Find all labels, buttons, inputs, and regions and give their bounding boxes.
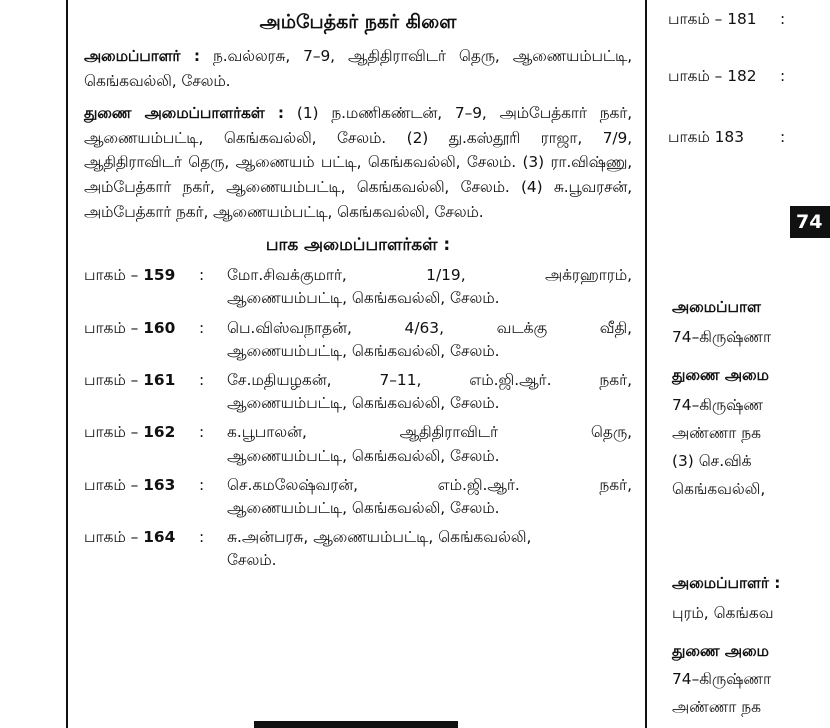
- right-part-entry: [668, 67, 786, 87]
- part-organizer-details: [227, 474, 632, 520]
- part-organizer-list: [84, 264, 632, 572]
- part-colon: :: [199, 528, 205, 547]
- right-column-text-line: துணை அமை: [672, 366, 769, 384]
- right-column-text-line: அண்ணா நக: [672, 424, 761, 442]
- right-part-label: பாகம் – 181: [668, 10, 757, 28]
- organizer-address-line: ஆணையம்பட்டி, கெங்கவல்லி, சேலம்.: [227, 446, 500, 465]
- part-organizer-entry: [84, 264, 632, 310]
- part-organizer-details: [227, 421, 632, 467]
- part-prefix: பாகம் –: [84, 475, 144, 494]
- organizer-name-line: க.பூபாலன், ஆதிதிராவிடர் தெரு,: [227, 423, 632, 442]
- right-part-label: பாகம் 183: [668, 128, 744, 146]
- part-number: 162: [143, 423, 176, 442]
- right-column-text-line: துணை அமை: [672, 642, 769, 660]
- right-column-text-line: (3) செ.விக்: [672, 452, 752, 470]
- part-label: [84, 526, 199, 572]
- part-label: [84, 369, 199, 415]
- right-column-text-line: அண்ணா நக: [672, 698, 761, 716]
- part-label: [84, 317, 199, 363]
- organizer-paragraph: [84, 44, 632, 93]
- organizer-address-line: ஆணையம்பட்டி, கெங்கவல்லி, சேலம்.: [227, 498, 500, 517]
- part-prefix: பாகம் –: [84, 370, 144, 389]
- right-part-entry: [668, 128, 786, 148]
- right-part-colon: :: [780, 67, 786, 85]
- part-organizer-details: [227, 369, 632, 415]
- right-column-text-line: புரம், கெங்கவ: [672, 604, 774, 622]
- deputy-organizers-label: துணை அமைப்பாளர்கள் :: [84, 104, 284, 123]
- part-organizer-entry: [84, 317, 632, 363]
- part-number: 164: [143, 528, 176, 547]
- right-part-entry: [668, 10, 786, 30]
- right-column: [668, 0, 823, 728]
- right-column-text-line: 74–கிருஷ்ணா: [672, 670, 772, 688]
- part-organizer-details: [227, 526, 632, 572]
- part-number: 160: [143, 318, 176, 337]
- organizer-name-line: சே.மதியழகன், 7–11, எம்.ஜி.ஆர். நகர்,: [227, 370, 632, 389]
- right-part-label: பாகம் – 182: [668, 67, 757, 85]
- part-organizer-details: [227, 264, 632, 310]
- part-colon: :: [199, 370, 205, 389]
- part-number: 161: [143, 370, 176, 389]
- constituency-badge: 74: [790, 206, 830, 238]
- right-column-text-line: 74–கிருஷ்ண: [672, 396, 763, 414]
- part-colon: :: [199, 266, 205, 285]
- deputy-organizers-text: (1) ந.மணிகண்டன், 7–9, அம்பேத்கார் நகர், ஆணையம்பட்டி, கெங்கவல்லி, சேலம். (2) து.கஸ்தூரி ராஜா, 7/9, ஆதிதிராவிடர் தெரு, ஆணையம் பட்டி, கெங்கவல்லி, சேலம். (3) ரா.விஷ்ணு, அம்பேத்கார் நகர், ஆணையம்பட்டி, கெங்கவல்லி, சேலம். (4) சு.பூவரசன், அம்பேத்கார் நகர், ஆணையம்பட்டி, கெங்கவல்லி, சேலம்.: [84, 104, 632, 221]
- part-label: [84, 421, 199, 467]
- part-number: 159: [143, 266, 176, 285]
- right-column-text-line: அமைப்பாள: [672, 298, 761, 316]
- branch-heading: அம்பேத்கர் நகர் கிளை: [259, 11, 457, 33]
- part-organizer-entry: [84, 421, 632, 467]
- right-part-colon: :: [780, 128, 786, 146]
- deputy-organizers-paragraph: [84, 101, 632, 224]
- right-part-colon: :: [780, 10, 786, 28]
- part-organizer-entry: [84, 474, 632, 520]
- part-organizer-entry: [84, 369, 632, 415]
- part-number: 163: [143, 475, 176, 494]
- section-title: பாக அமைப்பாளர்கள் :: [265, 235, 451, 256]
- part-label: [84, 474, 199, 520]
- right-column-text-line: கெங்கவல்லி,: [672, 480, 766, 498]
- part-organizer-entry: [84, 526, 632, 572]
- part-prefix: பாகம் –: [84, 528, 144, 547]
- organizer-label: அமைப்பாளர் :: [84, 47, 200, 65]
- left-column-rule: [66, 0, 68, 728]
- part-organizer-details: [227, 317, 632, 363]
- part-label: [84, 264, 199, 310]
- organizer-name-line: மோ.சிவக்குமார், 1/19, அக்ரஹாரம்,: [227, 266, 632, 285]
- organizer-name-line: பெ.விஸ்வநாதன், 4/63, வடக்கு வீதி,: [227, 318, 632, 337]
- part-colon: :: [199, 318, 205, 337]
- left-column: [84, 0, 632, 579]
- organizer-address-line: சேலம்.: [227, 551, 277, 570]
- organizer-name-line: செ.கமலேஷ்வரன், எம்.ஜி.ஆர். நகர்,: [227, 475, 632, 494]
- part-colon: :: [199, 423, 205, 442]
- organizer-address-line: ஆணையம்பட்டி, கெங்கவல்லி, சேலம்.: [227, 394, 500, 413]
- part-colon: :: [199, 475, 205, 494]
- organizer-address-line: ஆணையம்பட்டி, கெங்கவல்லி, சேலம்.: [227, 289, 500, 308]
- part-prefix: பாகம் –: [84, 266, 144, 285]
- part-prefix: பாகம் –: [84, 423, 144, 442]
- organizer-text: ந.வல்லரசு, 7–9, ஆதிதிராவிடர் தெரு, ஆணையம்பட்டி, கெங்கவல்லி, சேலம்.: [84, 47, 632, 90]
- organizer-address-line: ஆணையம்பட்டி, கெங்கவல்லி, சேலம்.: [227, 341, 500, 360]
- bottom-heading-bar: [254, 721, 458, 728]
- right-column-text-line: 74–கிருஷ்ணா: [672, 328, 772, 346]
- organizer-name-line: சு.அன்பரசு, ஆணையம்பட்டி, கெங்கவல்லி,: [227, 528, 532, 547]
- part-prefix: பாகம் –: [84, 318, 144, 337]
- right-column-text-line: அமைப்பாளர் :: [672, 574, 781, 592]
- column-divider-rule: [645, 0, 647, 728]
